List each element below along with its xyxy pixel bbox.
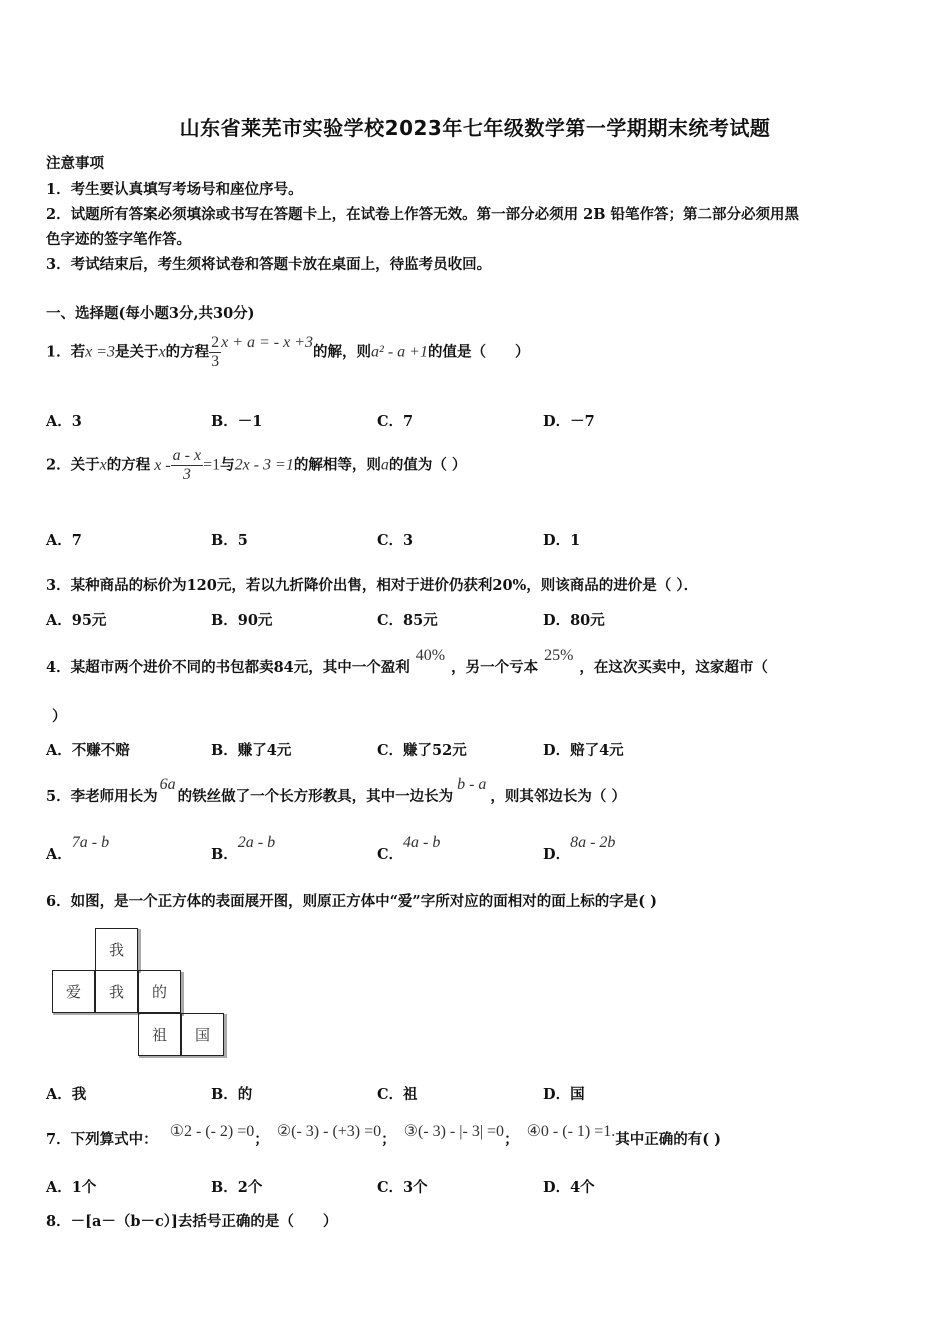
q2-option-a: A．7: [46, 532, 82, 549]
q1-option-a: A．3: [46, 413, 82, 430]
notice-item-2-cont: 色字迹的签字笔作答。: [46, 231, 191, 248]
q2-option-d: D．1: [543, 532, 581, 549]
q3-option-d: D．80元: [543, 612, 605, 629]
net-face-top: 我: [95, 928, 138, 971]
section-heading: 一、选择题(每小题3分,共30分): [46, 305, 255, 322]
q6-option-a: A．我: [46, 1086, 87, 1103]
q1-option-b: B．－1: [211, 413, 263, 430]
q5-option-d: D．8a - 2b: [543, 834, 616, 863]
q6-option-c: C．祖: [377, 1086, 418, 1103]
q7-option-d: D．4个: [543, 1179, 595, 1196]
q4-option-b: B．赚了4元: [211, 742, 292, 759]
q6-option-b: B．的: [211, 1086, 253, 1103]
q7-option-c: C．3个: [377, 1179, 428, 1196]
net-face-ai: 爱: [52, 970, 95, 1013]
net-face-wo: 我: [95, 970, 138, 1013]
question-2: 2．关于x的方程 x - $\frac{a - x}{3}$ =1与2x - 3 =1的解相等，则a的值为（ ）: [46, 447, 467, 483]
q5-option-b: B．2a - b: [211, 834, 276, 863]
q6-option-d: D．国: [543, 1086, 585, 1103]
q2-option-b: B．5: [211, 532, 248, 549]
q7-option-a: A．1个: [46, 1179, 97, 1196]
q7-option-b: B．2个: [211, 1179, 263, 1196]
notice-item-1: 1．考生要认真填写考场号和座位序号。: [46, 181, 303, 198]
question-1: 1．若x =3是关于x的方程 $\frac{2}{3}$ x + a = - x +3的解，则a² - a +1的值是（ ）: [46, 333, 530, 370]
q1-option-c: C．7: [377, 413, 414, 430]
q5-option-c: C．4a - b: [377, 834, 441, 863]
notice-heading: 注意事项: [46, 155, 104, 172]
q4-option-a: A．不赚不赔: [46, 742, 130, 759]
fraction: $\frac{2}{3}$: [211, 334, 220, 370]
fraction: $\frac{a - x}{3}$: [172, 447, 202, 483]
q4-option-c: C．赚了52元: [377, 742, 467, 759]
question-6: 6．如图，是一个正方体的表面展开图，则原正方体中“爱”字所对应的面相对的面上标的字是( ): [46, 893, 658, 910]
net-face-guo: 国: [181, 1013, 224, 1056]
q3-option-c: C．85元: [377, 612, 438, 629]
question-4: 4．某超市两个进价不同的书包都卖84元，其中一个盈利40%，另一个亏本25%，在这次买卖中，这家超市（: [46, 647, 768, 676]
net-face-de: 的: [138, 970, 181, 1013]
notice-item-3: 3．考试结束后，考生须将试卷和答题卡放在桌面上，待监考员收回。: [46, 256, 492, 273]
net-face-zu: 祖: [138, 1013, 181, 1056]
q3-option-a: A．95元: [46, 612, 107, 629]
question-4-cont: ）: [52, 708, 67, 725]
question-3: 3．某种商品的标价为120元，若以九折降价出售，相对于进价仍获利20%，则该商品的进价是（ ）．: [46, 577, 699, 594]
q2-option-c: C．3: [377, 532, 414, 549]
question-5: 5．李老师用长为6a的铁丝做了一个长方形教具，其中一边长为b - a，则其邻边长为（ ）: [46, 776, 626, 805]
page-title: 山东省莱芜市实验学校2023年七年级数学第一学期期末统考试题: [179, 116, 771, 140]
question-8: 8．－[a－（b－c）]去括号正确的是（ ）: [46, 1213, 338, 1230]
q5-option-a: A．7a - b: [46, 834, 110, 863]
notice-item-2: 2．试题所有答案必须填涂或书写在答题卡上，在试卷上作答无效。第一部分必须用 2B 铅笔作答；第二部分必须用黑: [46, 206, 800, 223]
question-7: 7．下列算式中： ①2 - (- 2) =0； ②(- 3) - (+3) =0； ③(- 3) - |- 3| =0； ④0 - (- 1) =1.其中正确的有( ): [46, 1123, 722, 1148]
q3-option-b: B．90元: [211, 612, 273, 629]
q4-option-d: D．赔了4元: [543, 742, 624, 759]
q1-option-d: D．－7: [543, 413, 595, 430]
